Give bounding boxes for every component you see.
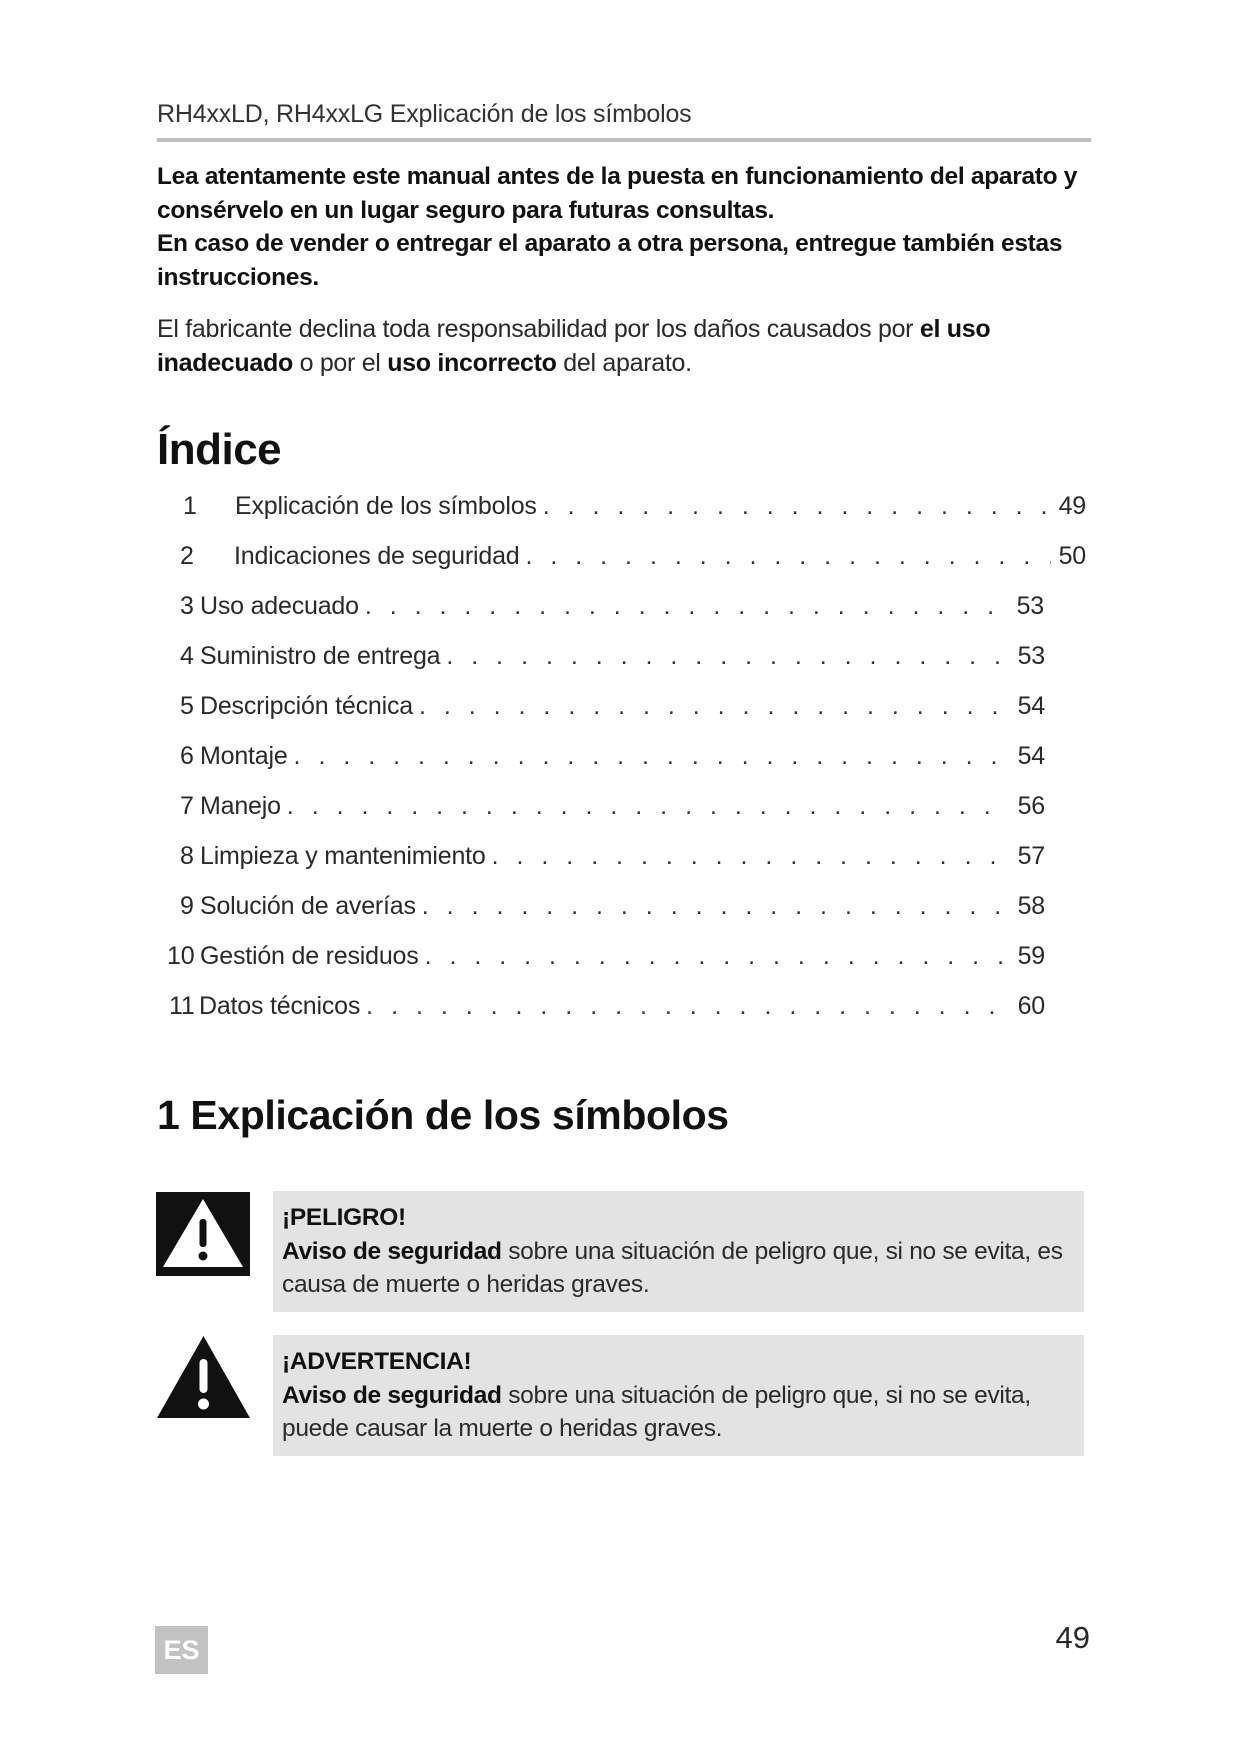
page-number: 49 [1055,1620,1090,1655]
toc-entry-page: 56 [1017,792,1045,820]
notice-lead: Aviso de seguridad [282,1237,502,1265]
toc-dot-leader [366,992,1009,1021]
toc-dot-leader [287,792,1010,821]
toc-entry-page: 59 [1017,942,1045,970]
toc-entry-page: 57 [1017,842,1045,870]
toc-entry-title: Uso adecuado [200,592,359,620]
toc-entry-number: 11 [169,992,195,1020]
toc-entry-number: 9 [180,892,194,920]
toc-entry-title: Manejo [200,792,281,820]
warning-triangle-icon [155,1334,252,1420]
toc-entry[interactable] [180,742,1045,782]
disclaimer [157,313,1097,380]
toc-entry-page: 50 [1058,542,1086,570]
toc-entry-page: 53 [1016,592,1044,620]
intro-line-2: En caso de vender o entregar el aparato a otra persona, entregue también estas instrucciones. [157,230,1063,291]
toc-entry-number: 10 [167,942,195,970]
toc-entry-page: 49 [1058,492,1086,520]
toc-entry-number: 7 [180,792,194,820]
toc-entry[interactable] [180,542,1086,582]
toc-entry[interactable] [180,792,1045,832]
toc-entry[interactable] [180,642,1045,682]
toc-entry-number: 3 [180,592,194,620]
notice-lead: Aviso de seguridad [282,1381,502,1409]
toc-entry-number: 5 [180,692,194,720]
toc-dot-leader [543,492,1051,521]
toc-dot-leader [294,742,1010,771]
toc-dot-leader [446,642,1009,671]
toc-entry-title: Solución de averías [200,892,416,920]
toc-entry[interactable] [180,692,1045,732]
toc-entry-page: 58 [1017,892,1045,920]
toc-entry-number: 8 [180,842,194,870]
disclaimer-bold-2: uso incorrecto [387,348,557,377]
toc-entry-title: Suministro de entrega [200,642,441,670]
toc-entry[interactable] [180,592,1044,632]
toc-dot-leader [419,692,1010,721]
disclaimer-part-2: o por el [292,348,388,377]
language-badge: ES [155,1626,208,1674]
toc-entry-title: Montaje [200,742,288,770]
toc-entry[interactable] [180,892,1045,932]
toc-title: Índice [157,425,282,474]
disclaimer-part-1: El fabricante declina toda responsabilidad por los daños causados por [157,315,920,343]
toc-entry-page: 54 [1017,742,1045,770]
disclaimer-part-3: del aparato. [556,348,692,377]
toc-entry[interactable] [167,942,1045,982]
toc-dot-leader [492,842,1010,871]
running-header: RH4xxLD, RH4xxLG Explicación de los símbolos [157,100,1091,142]
toc-entry-title: Gestión de residuos [200,942,419,970]
danger-warning-icon [156,1192,250,1276]
notice-text: sobre una situación de peligro que, si no se evita, es causa de muerte o heridas graves. [282,1237,1063,1298]
toc-dot-leader [525,542,1050,571]
warning-notice [273,1335,1084,1456]
toc-entry-page: 54 [1017,692,1045,720]
toc-dot-leader [422,892,1010,921]
toc-entry[interactable] [183,492,1086,532]
toc-entry-title: Explicación de los símbolos [235,492,537,520]
toc-entry-number: 4 [180,642,194,670]
intro-warning [157,160,1097,294]
toc-dot-leader [365,592,1009,621]
toc-entry-page: 53 [1017,642,1045,670]
toc-entry[interactable] [169,992,1045,1032]
toc-entry-page: 60 [1017,992,1045,1020]
toc-entry-title: Indicaciones de seguridad [234,542,520,570]
toc-entry-number: 2 [180,542,194,570]
notice-heading: ¡PELIGRO! [282,1204,406,1231]
notice-text: sobre una situación de peligro que, si no se evita, puede causar la muerte o heridas graves. [282,1381,1031,1442]
toc-entry-title: Datos técnicos [199,992,361,1020]
disclaimer-bold-1: el uso inadecuado [157,315,991,377]
toc-dot-leader [425,942,1010,971]
intro-line-1: Lea atentamente este manual antes de la puesta en funcionamiento del aparato y consérvelo en un lugar seguro para futuras consultas. [157,163,1078,224]
toc-entry-number: 6 [180,742,194,770]
notice-heading: ¡ADVERTENCIA! [282,1348,472,1375]
toc-entry[interactable] [180,842,1045,882]
toc-entry-title: Descripción técnica [200,692,413,720]
toc-entry-title: Limpieza y mantenimiento [200,842,486,870]
toc-entry-number: 1 [183,492,197,520]
section-1-title: 1 Explicación de los símbolos [157,1092,729,1138]
danger-notice [273,1191,1084,1312]
